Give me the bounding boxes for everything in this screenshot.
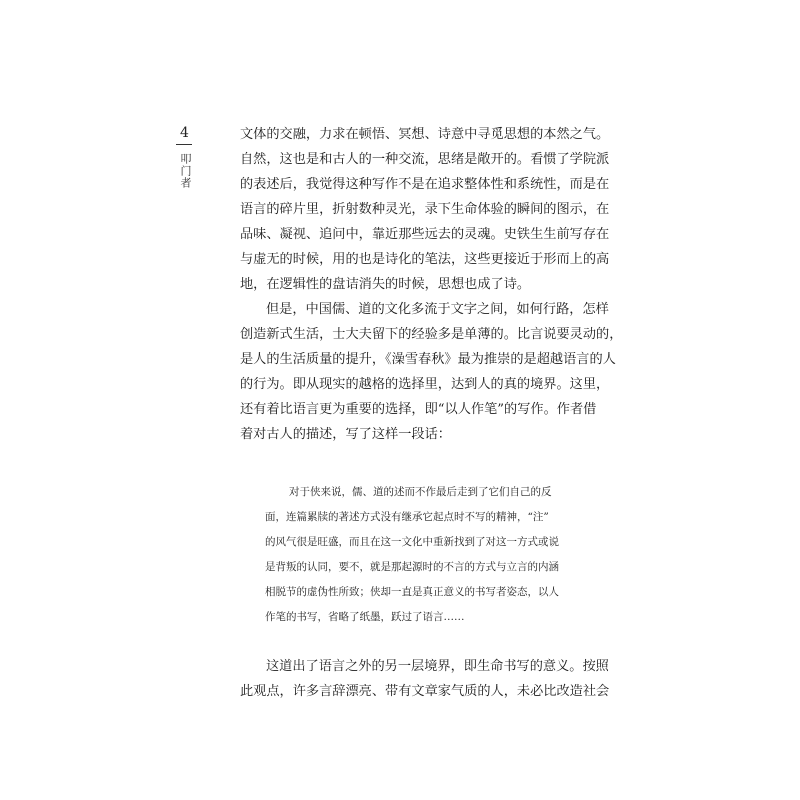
closing-paragraph (240, 654, 610, 704)
text-line: 但是，中国儒、道的文化多流于文字之间，如何行路，怎样 (266, 302, 609, 317)
quote-line: 面，连篇累牍的著述方式没有继承它起点时不写的精神，“注” (265, 511, 549, 523)
text-line: 着对古人的描述，写了这样一段话： (240, 427, 451, 442)
text-line: 此观点，许多言辞漂亮、带有文章家气质的人，未必比改造社会 (240, 684, 610, 699)
quote-line: 对于侠来说，儒、道的述而不作最后走到了它们自己的反 (289, 486, 552, 498)
page-number-rule (176, 144, 192, 145)
quote-line: 的风气很是旺盛，而且在这一文化中重新找到了对这一方式或说 (265, 536, 559, 548)
text-line: 语言的碎片里，折射数种灵光，录下生命体验的瞬间的图示，在 (240, 202, 610, 217)
running-header: 叩门者 (179, 153, 192, 189)
text-line: 这道出了语言之外的另一层境界，即生命书写的意义。按照 (266, 659, 609, 674)
text-line: 创造新式生活，士大夫留下的经验多是单薄的。比言说要灵动的， (240, 327, 623, 342)
page-number: 4 (180, 125, 189, 141)
quote-line: 是背叛的认同，要不，就是那起源时的不言的方式与立言的内涵 (265, 561, 559, 573)
text-line: 品味、凝视、追问中，靠近那些远去的灵魂。史铁生生前写存在 (240, 227, 610, 242)
quote-line: 相脱节的虚伪性所致；侠却一直是真正意义的书写者姿态，以人 (265, 586, 559, 598)
text-line: 的表述后，我觉得这种写作不是在追求整体性和系统性，而是在 (240, 177, 610, 192)
text-line: 还有着比语言更为重要的选择，即“以人作笔”的写作。作者借 (240, 402, 597, 417)
text-line: 与虚无的时候，用的也是诗化的笔法，这些更接近于形而上的高 (240, 252, 610, 267)
body-text (240, 122, 623, 447)
text-line: 的行为。即从现实的越格的选择里，达到人的真的境界。这里， (240, 377, 610, 392)
text-line: 是人的生活质量的提升，《澡雪春秋》最为推崇的是超越语言的人 (240, 352, 616, 367)
quote-line: 作笔的书写，省略了纸墨，跃过了语言…… (265, 611, 465, 623)
text-line: 自然，这也是和古人的一种交流，思绪是敞开的。看惯了学院派 (240, 152, 610, 167)
text-line: 地，在逻辑性的盘诘消失的时候，思想也成了诗。 (240, 277, 531, 292)
block-quote (265, 480, 605, 630)
text-line: 文体的交融，力求在顿悟、冥想、诗意中寻觅思想的本然之气。 (240, 127, 610, 142)
